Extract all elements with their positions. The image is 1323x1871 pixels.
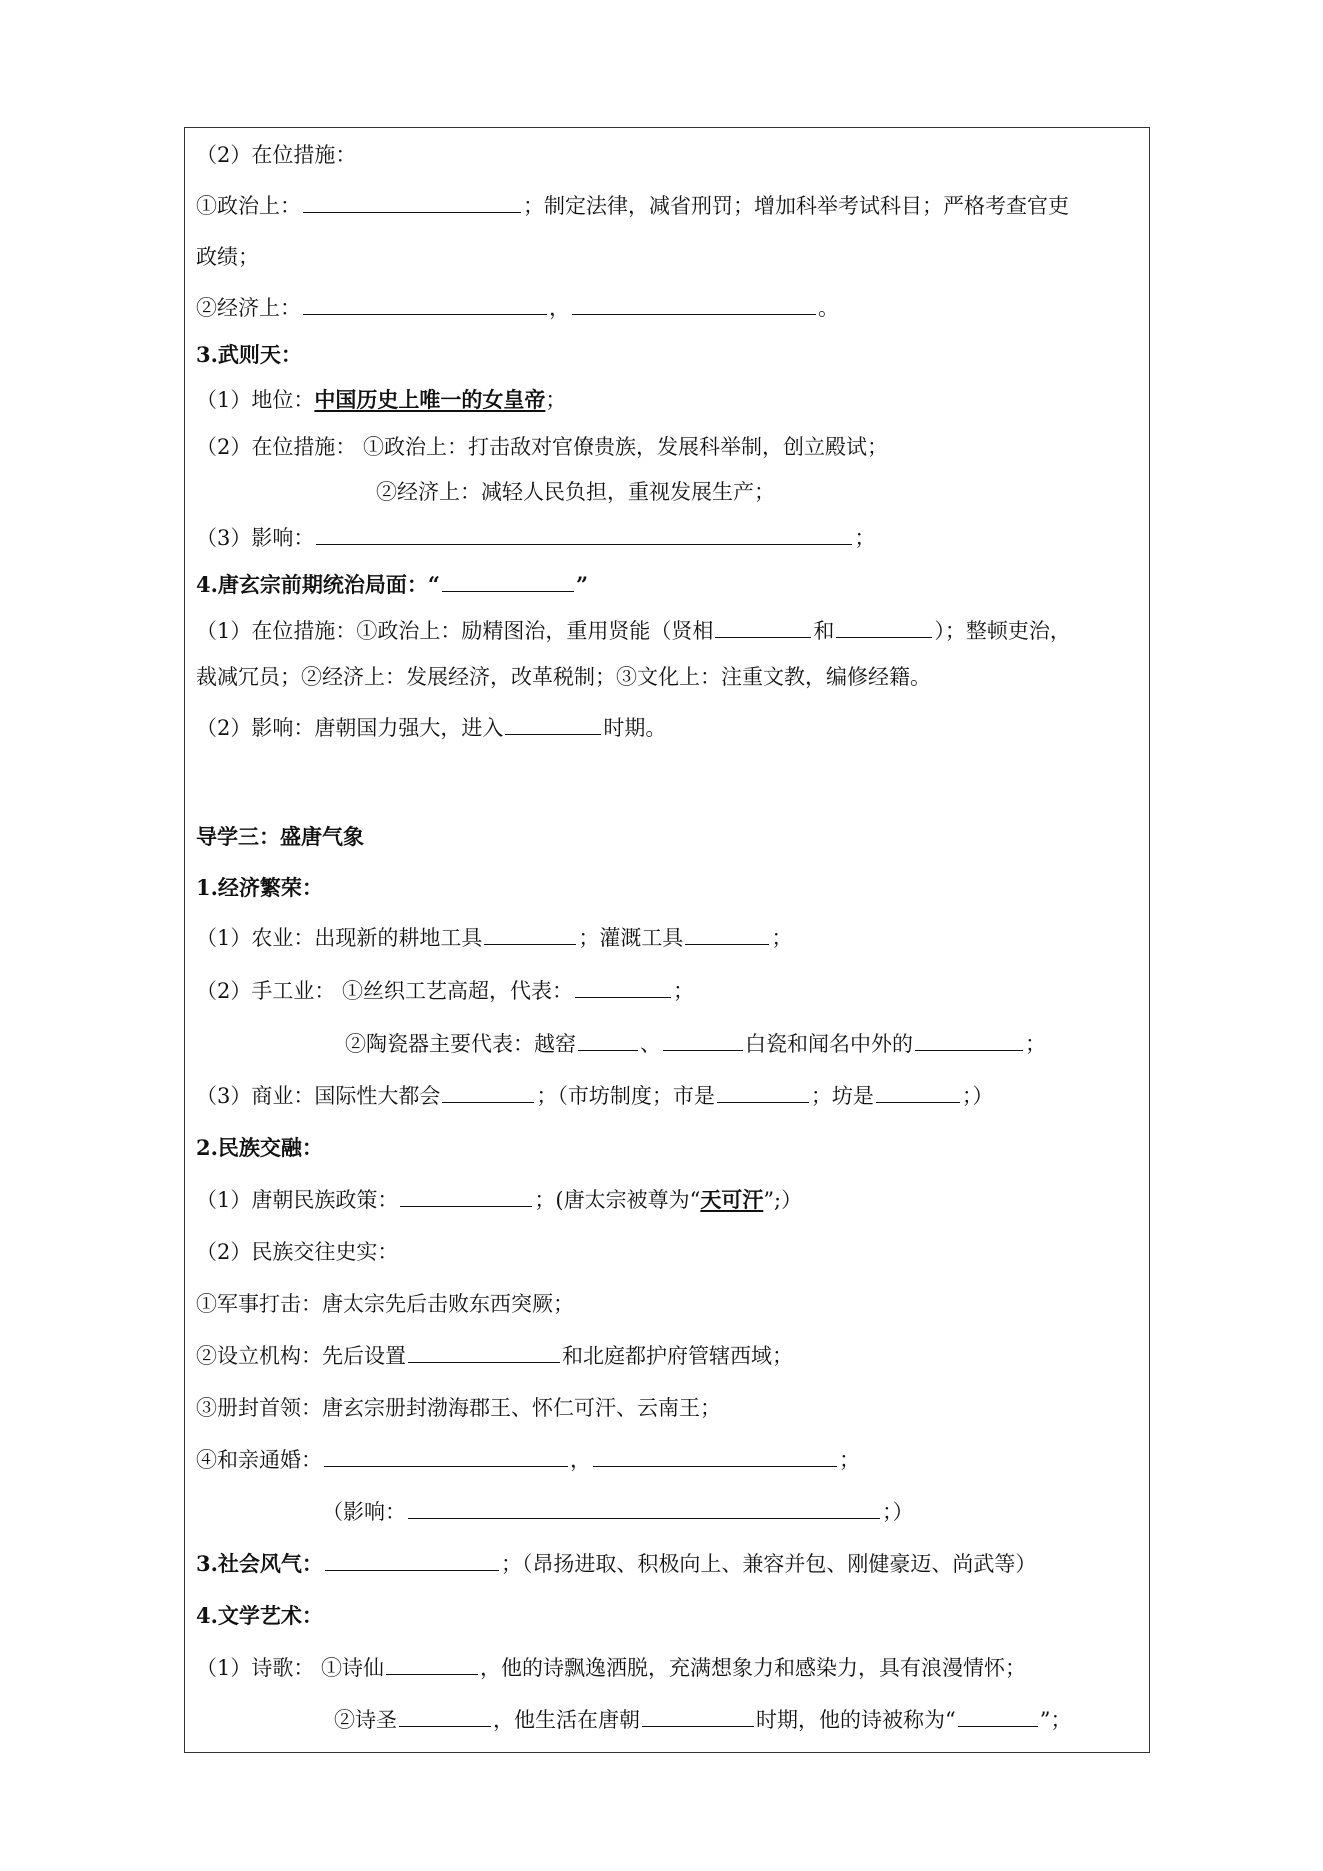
text-line — [196, 523, 875, 553]
text-line — [196, 191, 1069, 221]
text-line — [196, 713, 666, 743]
fill-blank[interactable] — [572, 294, 816, 315]
text: ；灌溉工具 — [578, 926, 684, 950]
text-line — [196, 662, 931, 692]
text: ； — [854, 526, 876, 550]
fill-blank[interactable] — [663, 1030, 743, 1051]
text: ④和亲通婚： — [196, 1448, 322, 1472]
text-line — [196, 923, 792, 953]
fill-blank[interactable] — [408, 1498, 880, 1519]
text: 白瓷和闻名中外的 — [745, 1032, 913, 1056]
text: ；坊是 — [810, 1084, 874, 1108]
fill-blank[interactable] — [316, 524, 852, 545]
fill-blank[interactable] — [717, 1082, 809, 1103]
text: ①军事打击：唐太宗先后击败东西突厥； — [196, 1292, 574, 1316]
text: ； — [839, 1448, 860, 1472]
text-line — [196, 1081, 993, 1111]
fill-blank[interactable] — [442, 1082, 534, 1103]
text: （2）影响：唐朝国力强大，进入 — [196, 716, 504, 740]
text: ；） — [961, 1084, 994, 1108]
text: 裁减冗员；②经济上：发展经济，改革税制；③文化上：注重文教，编修经籍。 — [196, 665, 931, 689]
text: ； — [545, 388, 567, 412]
text: ；（昂扬进取、积极向上、兼容并包、刚健豪迈、尚武等） — [500, 1552, 1037, 1576]
text: 4.唐玄宗前期统治局面：“ — [196, 572, 441, 597]
text: ” — [576, 572, 589, 597]
fill-blank[interactable] — [386, 1654, 478, 1675]
emphasis-text: 天可汗 — [700, 1187, 764, 1212]
text-line — [196, 140, 356, 170]
text: （1）诗歌： ①诗仙 — [196, 1656, 385, 1680]
fill-blank[interactable] — [408, 1342, 560, 1363]
text: 时期，他的诗被称为“ — [756, 1708, 956, 1732]
text: （3）商业：国际性大都会 — [196, 1084, 441, 1108]
text: （影响： — [322, 1500, 406, 1524]
text-line — [376, 477, 775, 507]
text-line — [196, 1653, 1026, 1683]
fill-blank[interactable] — [324, 1446, 568, 1467]
text: 、 — [640, 1032, 661, 1056]
text-line — [196, 1549, 1036, 1579]
section-heading — [196, 873, 323, 903]
text: ②经济上： — [196, 296, 301, 320]
text: （1）唐朝民族政策： — [196, 1188, 399, 1212]
text: 3.社会风气： — [196, 1551, 323, 1576]
text: 和北庭都护府管辖西域； — [562, 1344, 793, 1368]
fill-blank[interactable] — [303, 294, 547, 315]
text: 2.民族交融： — [196, 1135, 323, 1160]
fill-blank[interactable] — [836, 617, 932, 638]
text: ③册封首领：唐玄宗册封渤海郡王、怀仁可汗、云南王； — [196, 1396, 721, 1420]
text-line — [196, 432, 888, 462]
text: ；） — [882, 1500, 914, 1524]
text-line — [196, 1289, 574, 1319]
text-line — [196, 1237, 398, 1267]
text: 4.文学艺术： — [196, 1603, 323, 1628]
fill-blank[interactable] — [958, 1706, 1038, 1727]
fill-blank[interactable] — [685, 924, 769, 945]
text-line — [196, 616, 1071, 646]
text: ， — [570, 1448, 591, 1472]
text: ②设立机构：先后设置 — [196, 1344, 406, 1368]
fill-blank[interactable] — [876, 1082, 960, 1103]
text-line — [196, 385, 566, 415]
fill-blank[interactable] — [505, 714, 601, 735]
fill-blank[interactable] — [575, 977, 671, 998]
text: 和 — [813, 619, 835, 643]
text: 时期。 — [603, 716, 667, 740]
text: ”； — [1039, 1708, 1072, 1732]
text-line — [196, 1185, 802, 1215]
fill-blank[interactable] — [484, 924, 576, 945]
text-line — [196, 1341, 793, 1371]
text: ②经济上：减轻人民负担，重视发展生产； — [376, 480, 775, 504]
text: 导学三：盛唐气象 — [196, 824, 364, 849]
text: （2）民族交往史实： — [196, 1240, 399, 1264]
fill-blank[interactable] — [325, 1550, 499, 1571]
text: ①政治上： — [196, 194, 301, 218]
section-title — [196, 822, 364, 852]
fill-blank[interactable] — [400, 1186, 532, 1207]
text: （2）在位措施： — [196, 143, 357, 167]
text: （1）地位： — [196, 388, 315, 412]
text: 政绩； — [196, 245, 259, 269]
text-line — [322, 1497, 914, 1527]
text-line — [196, 976, 694, 1006]
text: （1）在位措施：①政治上：励精图治，重用贤能（贤相 — [196, 619, 714, 643]
fill-blank[interactable] — [642, 1706, 754, 1727]
text: （1）农业：出现新的耕地工具 — [196, 926, 483, 950]
text: ； — [1025, 1032, 1046, 1056]
text: 。 — [818, 296, 839, 320]
text: ；（市坊制度；市是 — [536, 1084, 715, 1108]
fill-blank[interactable] — [578, 1030, 638, 1051]
fill-blank[interactable] — [915, 1030, 1023, 1051]
text: ；制定法律，减省刑罚；增加科举考试科目；严格考查官吏 — [523, 194, 1069, 218]
text: ； — [771, 926, 793, 950]
text: （2）在位措施： ①政治上：打击敌对官僚贵族，发展科举制，创立殿试； — [196, 435, 889, 459]
text: ，他的诗飘逸洒脱，充满想象力和感染力，具有浪漫情怀； — [480, 1656, 1027, 1680]
section-heading — [196, 1133, 323, 1163]
section-heading — [196, 570, 588, 600]
text: ）；整顿吏治， — [934, 619, 1071, 643]
text: ”;） — [763, 1188, 803, 1212]
emphasis-text: 中国历史上唯一的女皇帝 — [314, 387, 546, 412]
text: （3）影响： — [196, 526, 315, 550]
text-line — [345, 1029, 1046, 1059]
fill-blank[interactable] — [715, 617, 811, 638]
text: 3.武则天： — [196, 342, 302, 367]
text: ， — [549, 296, 570, 320]
fill-blank[interactable] — [399, 1706, 491, 1727]
section-heading — [196, 340, 302, 370]
text: ②诗圣 — [334, 1708, 397, 1732]
text: ，他生活在唐朝 — [493, 1708, 640, 1732]
text-line — [196, 1445, 860, 1475]
text: ；(唐太宗被尊为“ — [534, 1188, 701, 1212]
section-heading — [196, 1601, 323, 1631]
text-line — [334, 1705, 1072, 1735]
text-line — [196, 1393, 721, 1423]
text: （2）手工业： ①丝织工艺高超，代表： — [196, 979, 574, 1003]
text: ②陶瓷器主要代表：越窑 — [345, 1032, 576, 1056]
text: ； — [673, 979, 695, 1003]
fill-blank[interactable] — [303, 192, 521, 213]
text-line — [196, 293, 839, 323]
text-line — [196, 242, 259, 272]
fill-blank[interactable] — [442, 571, 574, 592]
fill-blank[interactable] — [593, 1446, 837, 1467]
text: 1.经济繁荣： — [196, 875, 323, 900]
